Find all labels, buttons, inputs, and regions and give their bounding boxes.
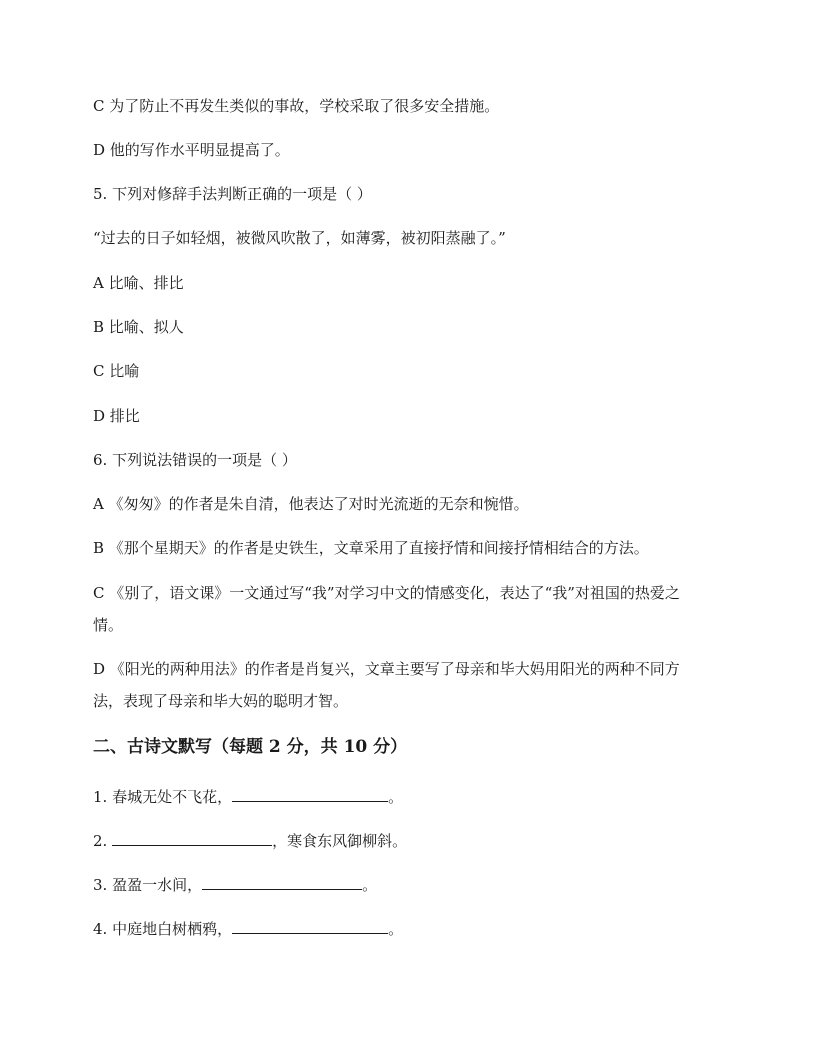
poem-item-2-before: 2. <box>93 832 113 850</box>
poem-item-3-before: 3. 盈盈一水间， <box>93 876 203 894</box>
q6-option-d-line1: D 《阳光的两种用法》的作者是肖复兴，文章主要写了母亲和毕大妈用阳光的两种不同方 <box>93 660 680 678</box>
poem-item-4-after: 。 <box>388 920 404 938</box>
fill-blank-1[interactable] <box>232 787 388 802</box>
q5-option-c: C 比喻 <box>93 362 140 380</box>
q6-stem: 6. 下列说法错误的一项是（ ） <box>93 451 297 469</box>
q5-quote: “过去的日子如轻烟，被微风吹散了，如薄雾，被初阳蒸融了。” <box>93 229 506 247</box>
q6-option-c-line2: 情。 <box>93 616 124 634</box>
poem-item-1 <box>93 786 403 808</box>
q4-option-d: D 他的写作水平明显提高了。 <box>93 141 290 159</box>
section2-heading: 二、古诗文默写（每题 2 分，共 10 分） <box>93 737 408 757</box>
poem-item-1-before: 1. 春城无处不飞花， <box>93 788 233 806</box>
q5-option-b: B 比喻、拟人 <box>93 318 184 336</box>
poem-item-3-after: 。 <box>362 876 378 894</box>
fill-blank-2[interactable] <box>112 831 272 846</box>
poem-item-2-after: ，寒食东风御柳斜。 <box>272 832 408 850</box>
q6-option-c-line1: C 《别了，语文课》一文通过写“我”对学习中文的情感变化，表达了“我”对祖国的热爱之 <box>93 584 680 602</box>
q6-option-b: B 《那个星期天》的作者是史铁生，文章采用了直接抒情和间接抒情相结合的方法。 <box>93 539 649 557</box>
poem-item-1-after: 。 <box>388 788 404 806</box>
fill-blank-4[interactable] <box>232 919 388 934</box>
q5-stem: 5. 下列对修辞手法判断正确的一项是（ ） <box>93 185 372 203</box>
q6-option-d-line2: 法，表现了母亲和毕大妈的聪明才智。 <box>93 692 349 710</box>
q5-option-d: D 排比 <box>93 407 140 425</box>
q6-option-a: A 《匆匆》的作者是朱自清，他表达了对时光流逝的无奈和惋惜。 <box>93 495 529 513</box>
poem-item-2 <box>93 830 407 852</box>
q5-option-a: A 比喻、排比 <box>93 274 184 292</box>
q4-option-c: C 为了防止不再发生类似的事故，学校采取了很多安全措施。 <box>93 97 500 115</box>
fill-blank-3[interactable] <box>202 875 362 890</box>
poem-item-4 <box>93 918 403 940</box>
poem-item-3 <box>93 874 377 896</box>
poem-item-4-before: 4. 中庭地白树栖鸦， <box>93 920 233 938</box>
